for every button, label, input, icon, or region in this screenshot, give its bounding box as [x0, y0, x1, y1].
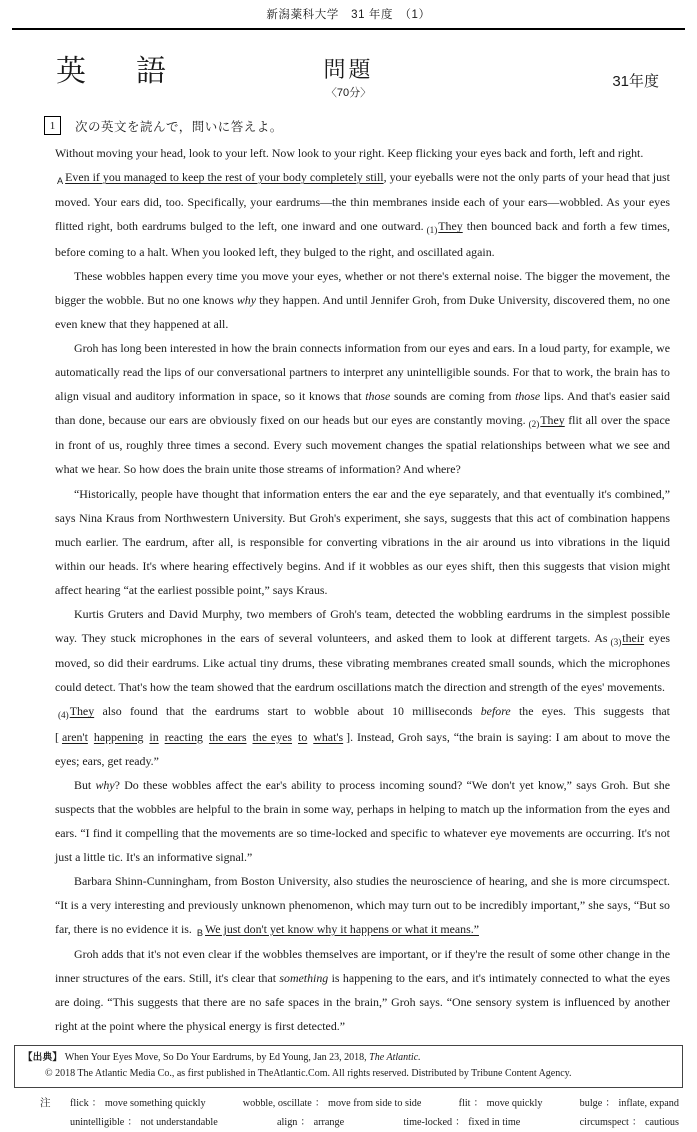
paragraph-1: [55, 141, 670, 264]
glossary-entry: [243, 1095, 422, 1114]
glossary-term: circumspect: [579, 1116, 629, 1128]
glossary-separator: ：: [314, 1097, 326, 1109]
instruction-text: 次の英文を読んで，問いに答えよ。: [75, 119, 283, 134]
running-head: 新潟薬科大学 31 年度 （1）: [266, 9, 431, 21]
bracket-open: [: [55, 729, 59, 744]
ref-word-3: their: [622, 630, 645, 645]
p9-italic-something: something: [279, 971, 329, 986]
p7-italic-why: why: [95, 777, 115, 792]
ref-marker-4: (4): [58, 709, 69, 720]
glossary-term: bulge: [579, 1097, 603, 1109]
glossary-term: flick: [70, 1097, 89, 1109]
bracket-word-3: reacting: [164, 729, 203, 744]
p3-italic-those-2: those: [515, 389, 541, 404]
p3-italic-those-1: those: [365, 389, 391, 404]
underline-marker-a: A: [57, 175, 64, 186]
source-text: When Your Eyes Move, So Do Your Eardrums, by Ed Young, Jan 23, 2018,: [64, 1052, 370, 1064]
p2-italic-why: why: [236, 292, 257, 307]
p5-part-a: Kurtis Gruters and David Murphy, two members of Groh's team, detected the wobbling eardrums in the simplest possible way. They stuck microphones in the ears of several volunteers, and asked them to look at different targets. As: [55, 606, 670, 645]
ref-word-1: They: [438, 219, 463, 234]
source-line-2: © 2018 The Atlantic Media Co., as first published in TheAtlantic.Com. All rights reserved. Distributed by Tribune Content Agency.: [45, 1068, 572, 1080]
glossary-entry: [277, 1114, 344, 1132]
bracket-word-6: to: [298, 729, 308, 744]
p5-part-b: eyes moved, so did their eardrums. Like actual tiny drums, these vibrating membranes created small sounds, which the microphones could detect. That's how the team showed that the eardrum oscillations match the direction and strength of the eyes' movements.: [55, 630, 670, 695]
bracket-close: ].: [346, 729, 354, 744]
glossary-notes: [30, 1095, 679, 1132]
underlined-phrase-a: Even if you managed to keep the rest of your body completely still: [65, 170, 384, 185]
ref-word-2: They: [540, 413, 565, 428]
glossary-definition: move quickly: [486, 1097, 543, 1109]
glossary-term: time-locked: [403, 1116, 453, 1128]
glossary-term: unintelligible: [70, 1116, 125, 1128]
source-citation-box: [14, 1045, 683, 1087]
glossary-entry: [580, 1095, 679, 1114]
p9-part-a: Groh adds that it's not even clear if the wobbles themselves are important, or if they're the result of some other change in the inner structures of the ears. Still, it's clear that: [55, 947, 670, 986]
paragraph-9: [55, 942, 670, 1038]
glossary-definition: move something quickly: [104, 1097, 206, 1109]
paragraph-5: [55, 602, 670, 699]
bracket-word-2: in: [149, 729, 159, 744]
p8-part-a: Barbara Shinn-Cunningham, from Boston University, also studies the neuroscience of hearing, and she is more circumspect. “It is a very interesting and previously unknown phenomenon, which may turn out to be incredibly important,” she says, “But so far, there is no evidence it is.: [55, 873, 670, 936]
glossary-row: [70, 1095, 679, 1114]
exam-title: 問題: [323, 57, 374, 82]
bracket-word-4: the ears: [208, 729, 247, 744]
paragraph-4: “Historically, people have thought that information enters the ear and the eye separately, and that eventually it's combined,” says Nina Kraus from Northwestern University. But Groh's experiment, she says, suggests that this act of combination happens much earlier. The eardrum, after all, is responsible for converting vibrations in the air around us into vibrations in the liquid within our heads. It's where hearing effectively begins. And if it wobbles as our eyes shift, then this suggests that vision might affect hearing “at the earliest possible point,” says Kraus.: [55, 486, 670, 597]
title-block: [12, 30, 685, 116]
glossary-definition: not understandable: [140, 1116, 218, 1128]
glossary-term: flit: [458, 1097, 471, 1109]
bracket-word-5: the eyes: [252, 729, 293, 744]
glossary-entry: [70, 1095, 206, 1114]
paragraph-8: [55, 869, 670, 942]
glossary-definition: cautious: [645, 1116, 679, 1128]
glossary-separator: ：: [91, 1097, 102, 1109]
underlined-phrase-b: We just don't yet know why it happens or what it means.”: [205, 921, 479, 936]
paragraph-7: [55, 773, 670, 869]
paragraph-6: [55, 699, 670, 772]
p3-part-c: lips. And that's easier said than done, because our ears are obviously fixed on our heads but our eyes are constantly moving.: [55, 389, 670, 428]
p1-after-a: , your eyeballs were not the only parts of your head that just moved. Your ears did, too. Specifically, your eardrums—the thin membranes inside each of your ears—wobbled. As your eyes flitted right, both eardrums bulged to the left, one inward and one outward.: [55, 170, 670, 234]
glossary-separator: ：: [631, 1116, 643, 1128]
glossary-separator: ：: [473, 1097, 484, 1109]
glossary-term: wobble, oscillate: [242, 1097, 312, 1109]
exam-year: 31年度: [612, 73, 659, 90]
p6-part-b: the eyes. This suggests that: [510, 704, 670, 719]
source-publication: The Atlantic.: [369, 1052, 421, 1064]
glossary-separator: ：: [300, 1116, 311, 1128]
glossary-label: 注: [40, 1096, 51, 1109]
glossary-term: align: [277, 1116, 298, 1128]
instruction-row: [44, 116, 697, 135]
glossary-separator: ：: [127, 1116, 138, 1128]
underline-marker-b: B: [196, 927, 204, 938]
glossary-rows: [70, 1095, 679, 1132]
p1-line1: Without moving your head, look to your left. Now look to your right. Keep flicking your eyes back and forth, left and right.: [55, 146, 644, 160]
reading-passage: [55, 141, 670, 1038]
p7-part-a: But: [74, 777, 96, 792]
question-number-box: 1: [44, 116, 61, 135]
p7-part-b: ? Do these wobbles affect the ear's ability to process incoming sound? “We don't yet know,” says Groh. But she suspects that the wobbles are helpful to the brain in some way, perhaps in helping to match up the information from the eyes and ears. “I find it compelling that the movements are so time-locked and specific to whatever eye movements are occurring. It's not just a little tic. It's an informative signal.”: [55, 777, 670, 864]
glossary-definition: arrange: [313, 1116, 345, 1128]
p6-italic-before: before: [480, 704, 511, 719]
exam-title-group: [12, 58, 685, 100]
paragraph-2: [55, 264, 670, 336]
glossary-separator: ：: [605, 1097, 616, 1109]
p2-part-b: they happen. And until Jennifer Groh, from Duke University, discovered them, no one even knew that they happened at all.: [55, 292, 670, 331]
p2-part-a: These wobbles happen every time you move your eyes, whether or not there's external noise. The bigger the movement, the bigger the wobble. But no one knows: [55, 268, 670, 307]
paragraph-3: [55, 336, 670, 482]
ref-marker-2: (2): [528, 418, 540, 429]
glossary-definition: fixed in time: [468, 1116, 521, 1128]
bracket-word-1: happening: [93, 729, 144, 744]
p9-part-b: is happening to the ears, and it's intimately connected to what the eyes are doing. “This suggests that there are no safe spaces in the brain,” Groh says. “One sensory system is influenced by another right at the point where the physical energy is first detected.”: [55, 971, 671, 1034]
p3-part-b: sounds are coming from: [390, 389, 516, 404]
subject-title: 英 語: [56, 55, 176, 88]
glossary-row: [70, 1114, 679, 1132]
ref-marker-3: (3): [610, 636, 622, 647]
glossary-definition: inflate, expand: [618, 1097, 679, 1109]
exam-duration: 〈70分〉: [325, 87, 372, 100]
bracket-word-7: what's: [313, 729, 344, 744]
glossary-entry: [403, 1114, 520, 1132]
source-tag: 【出典】: [23, 1052, 63, 1064]
glossary-entry: [70, 1114, 218, 1132]
p6-part-c: Instead, Groh says, “the brain is saying: I am about to move the eyes; ears, get ready.”: [55, 729, 670, 768]
p3-after-ref2: flit all over the space in front of us, roughly three times a second. Every such movement changes the spatial relationships between what we see and what we hear. So how does the brain unite those streams of information? And where?: [55, 413, 670, 477]
p3-part-a: Groh has long been interested in how the brain connects information from our eyes and ears. In a loud party, for example, we automatically read the lips of our conversational partners to interpret any unintelligible sounds. For that to work, the brain has to align visual and auditory information in space, so it knows that: [55, 340, 670, 404]
word-order-bracket: [55, 730, 353, 744]
glossary-entry: [580, 1114, 679, 1132]
p6-part-a: also found that the eardrums start to wobble about 10 milliseconds: [102, 704, 481, 719]
source-line-1: [23, 1050, 676, 1066]
ref-marker-1: (1): [426, 225, 438, 236]
p1-after-ref1: then bounced back and forth a few times, before coming to a halt. When you looked left, they bulged to the right, and oscillated again.: [55, 219, 670, 259]
glossary-definition: move from side to side: [328, 1097, 422, 1109]
bracket-word-0: aren't: [61, 729, 88, 744]
ref-word-4: They: [69, 704, 95, 719]
glossary-separator: ：: [455, 1116, 466, 1128]
glossary-entry: [459, 1095, 543, 1114]
